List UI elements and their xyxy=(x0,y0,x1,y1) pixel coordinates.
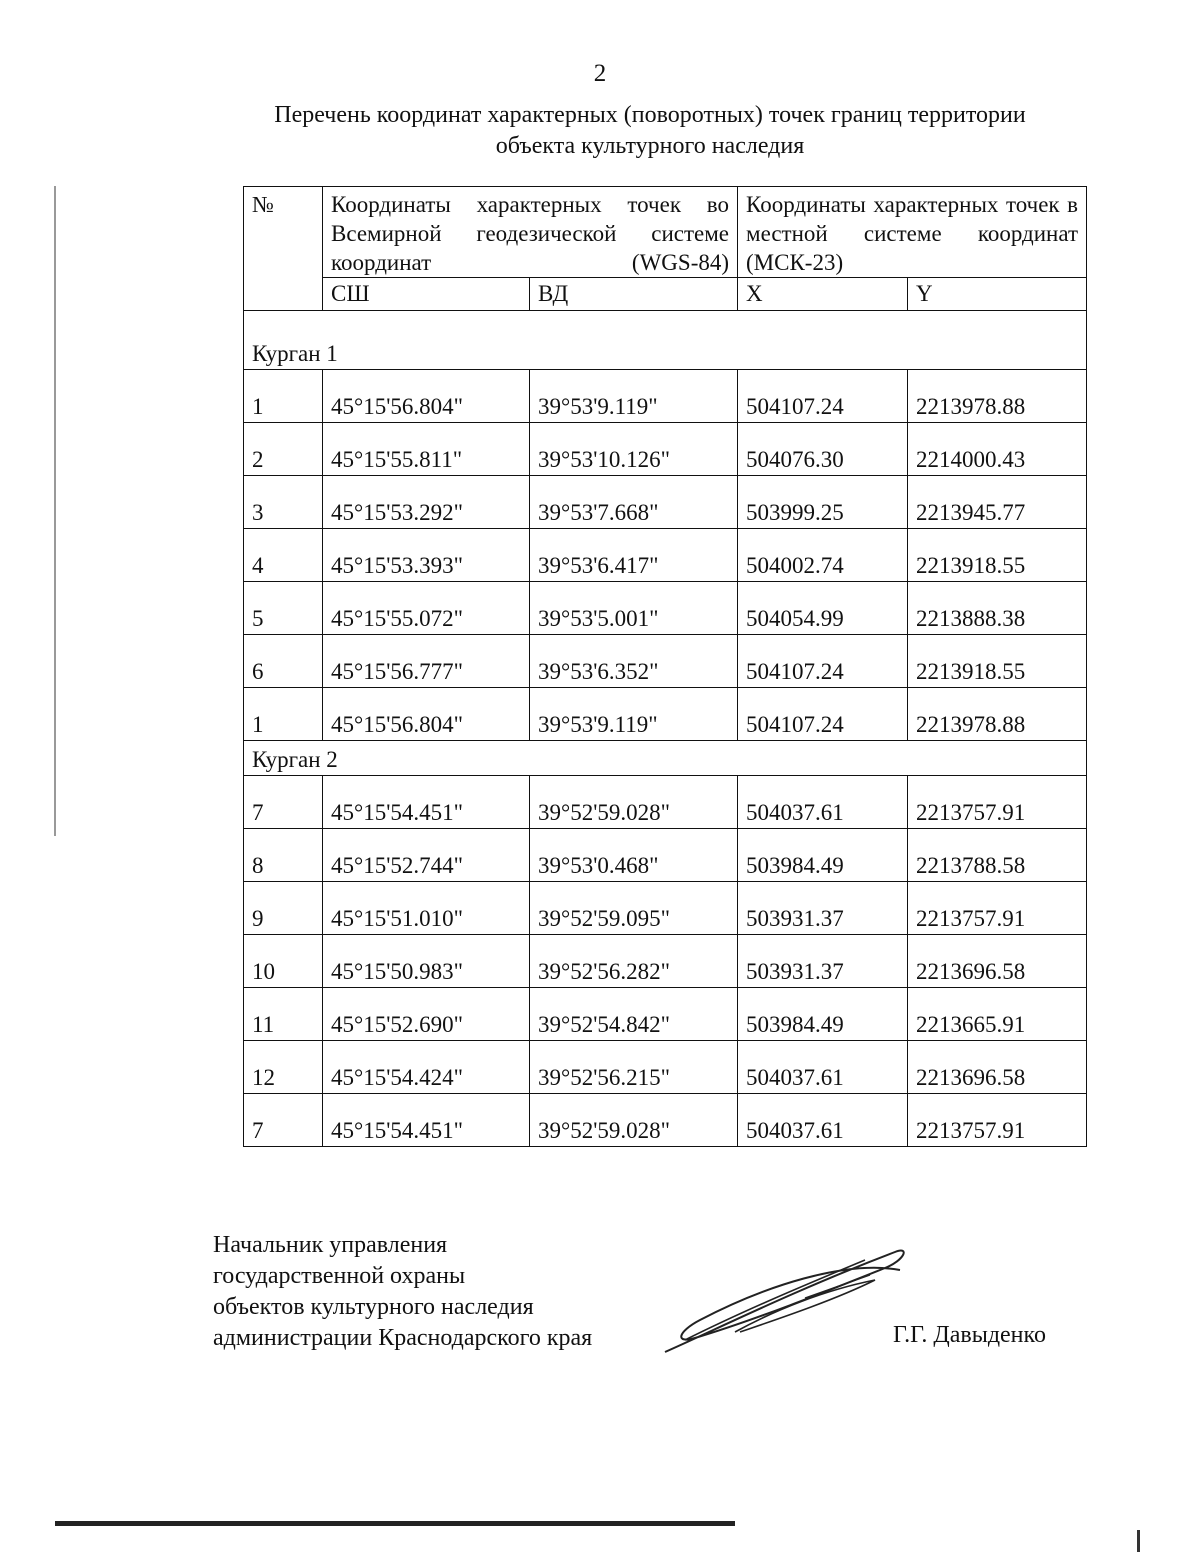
cell-x: 504107.24 xyxy=(738,635,908,688)
cell-n: 7 xyxy=(244,776,323,829)
cell-y: 2213918.55 xyxy=(908,529,1087,582)
table-row xyxy=(244,370,1087,423)
cell-n: 11 xyxy=(244,988,323,1041)
document-title xyxy=(220,100,1080,162)
group-name: Курган 1 xyxy=(244,311,1087,370)
cell-lat: 45°15'53.292" xyxy=(323,476,530,529)
coordinates-table xyxy=(243,186,1087,1147)
cell-x: 504107.24 xyxy=(738,370,908,423)
cell-n: 9 xyxy=(244,882,323,935)
handwritten-signature xyxy=(655,1240,915,1360)
cell-lon: 39°52'59.095" xyxy=(530,882,738,935)
cell-x: 504054.99 xyxy=(738,582,908,635)
table-row xyxy=(244,776,1087,829)
table-row xyxy=(244,635,1087,688)
cell-n: 10 xyxy=(244,935,323,988)
position-line: объектов культурного наследия xyxy=(213,1294,534,1320)
title-line-2: объекта культурного наследия xyxy=(495,133,805,159)
group-name: Курган 2 xyxy=(244,741,1087,776)
cell-y: 2213978.88 xyxy=(908,370,1087,423)
cell-y: 2213888.38 xyxy=(908,582,1087,635)
signatory-position xyxy=(213,1230,592,1354)
cell-y: 2213757.91 xyxy=(908,882,1087,935)
scan-edge-mark xyxy=(1137,1530,1140,1552)
cell-lat: 45°15'54.451" xyxy=(323,1094,530,1147)
cell-y: 2213665.91 xyxy=(908,988,1087,1041)
cell-x: 504037.61 xyxy=(738,776,908,829)
scan-edge-mark xyxy=(54,186,56,836)
cell-lat: 45°15'56.777" xyxy=(323,635,530,688)
table-row xyxy=(244,1041,1087,1094)
cell-x: 504076.30 xyxy=(738,423,908,476)
cell-n: 12 xyxy=(244,1041,323,1094)
header-lat: СШ xyxy=(323,278,530,311)
cell-x: 503999.25 xyxy=(738,476,908,529)
cell-x: 504107.24 xyxy=(738,688,908,741)
table-row xyxy=(244,423,1087,476)
position-line: Начальник управления xyxy=(213,1232,448,1258)
cell-lat: 45°15'55.811" xyxy=(323,423,530,476)
table-row xyxy=(244,1094,1087,1147)
cell-y: 2213696.58 xyxy=(908,1041,1087,1094)
header-x: X xyxy=(738,278,908,311)
cell-x: 504002.74 xyxy=(738,529,908,582)
cell-y: 2213696.58 xyxy=(908,935,1087,988)
signer-name: Г.Г. Давыденко xyxy=(893,1322,1046,1348)
cell-lat: 45°15'50.983" xyxy=(323,935,530,988)
header-wgs-coordinates: Координаты характерных точек во Всемирной геодезической системе координат (WGS-84) xyxy=(323,187,738,278)
cell-lon: 39°53'5.001" xyxy=(530,582,738,635)
cell-n: 7 xyxy=(244,1094,323,1147)
cell-y: 2214000.43 xyxy=(908,423,1087,476)
group-row xyxy=(244,741,1087,776)
table-row xyxy=(244,529,1087,582)
cell-y: 2213757.91 xyxy=(908,1094,1087,1147)
cell-lon: 39°53'9.119" xyxy=(530,688,738,741)
cell-lon: 39°53'10.126" xyxy=(530,423,738,476)
cell-n: 6 xyxy=(244,635,323,688)
cell-lon: 39°53'9.119" xyxy=(530,370,738,423)
cell-n: 2 xyxy=(244,423,323,476)
cell-x: 503984.49 xyxy=(738,829,908,882)
page-number: 2 xyxy=(593,60,607,87)
cell-lon: 39°52'54.842" xyxy=(530,988,738,1041)
table-row xyxy=(244,582,1087,635)
cell-lat: 45°15'55.072" xyxy=(323,582,530,635)
cell-lat: 45°15'51.010" xyxy=(323,882,530,935)
cell-n: 3 xyxy=(244,476,323,529)
cell-lon: 39°53'6.352" xyxy=(530,635,738,688)
table-row xyxy=(244,882,1087,935)
cell-n: 8 xyxy=(244,829,323,882)
cell-n: 4 xyxy=(244,529,323,582)
cell-lon: 39°52'56.282" xyxy=(530,935,738,988)
table-subheader-row xyxy=(244,278,1087,311)
header-y: Y xyxy=(908,278,1087,311)
header-number: № xyxy=(244,187,323,311)
cell-lat: 45°15'56.804" xyxy=(323,370,530,423)
position-line: государственной охраны xyxy=(213,1263,466,1289)
cell-y: 2213918.55 xyxy=(908,635,1087,688)
scan-edge-mark xyxy=(55,1521,735,1526)
cell-y: 2213788.58 xyxy=(908,829,1087,882)
cell-lat: 45°15'54.451" xyxy=(323,776,530,829)
cell-x: 503931.37 xyxy=(738,882,908,935)
table-row xyxy=(244,688,1087,741)
cell-y: 2213757.91 xyxy=(908,776,1087,829)
cell-lat: 45°15'52.744" xyxy=(323,829,530,882)
title-line-1: Перечень координат характерных (поворотных) точек границ территории xyxy=(274,102,1026,128)
cell-lon: 39°52'56.215" xyxy=(530,1041,738,1094)
cell-lon: 39°52'59.028" xyxy=(530,776,738,829)
cell-n: 1 xyxy=(244,688,323,741)
cell-lat: 45°15'53.393" xyxy=(323,529,530,582)
group-row xyxy=(244,311,1087,370)
cell-x: 503931.37 xyxy=(738,935,908,988)
cell-lat: 45°15'54.424" xyxy=(323,1041,530,1094)
cell-y: 2213945.77 xyxy=(908,476,1087,529)
position-line: администрации Краснодарского края xyxy=(213,1325,593,1351)
header-lon: ВД xyxy=(530,278,738,311)
cell-lat: 45°15'52.690" xyxy=(323,988,530,1041)
table-row xyxy=(244,935,1087,988)
cell-lon: 39°53'6.417" xyxy=(530,529,738,582)
table-row xyxy=(244,476,1087,529)
cell-lon: 39°52'59.028" xyxy=(530,1094,738,1147)
header-msk-coordinates: Координаты характерных точек в местной системе координат (МСК-23) xyxy=(738,187,1087,278)
cell-y: 2213978.88 xyxy=(908,688,1087,741)
cell-lon: 39°53'0.468" xyxy=(530,829,738,882)
cell-lat: 45°15'56.804" xyxy=(323,688,530,741)
table-row xyxy=(244,829,1087,882)
cell-x: 504037.61 xyxy=(738,1094,908,1147)
table-row xyxy=(244,988,1087,1041)
cell-x: 504037.61 xyxy=(738,1041,908,1094)
cell-n: 5 xyxy=(244,582,323,635)
cell-lon: 39°53'7.668" xyxy=(530,476,738,529)
table-header-row xyxy=(244,187,1087,278)
cell-n: 1 xyxy=(244,370,323,423)
cell-x: 503984.49 xyxy=(738,988,908,1041)
